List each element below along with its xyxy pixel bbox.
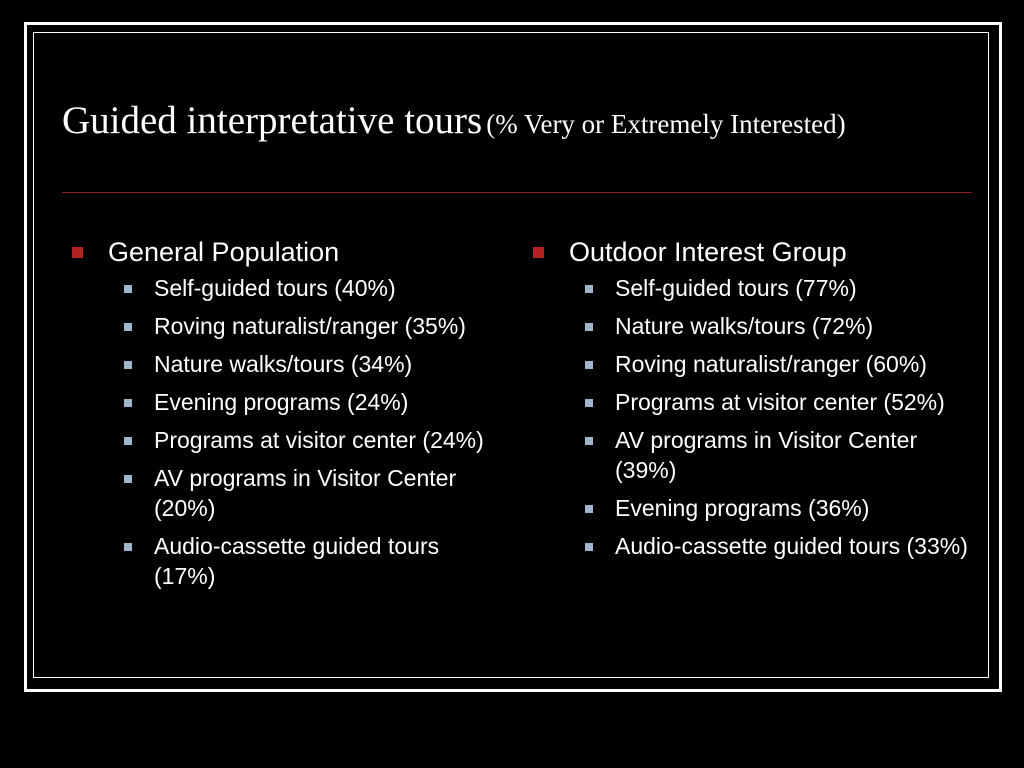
list-item [122, 463, 492, 523]
slide-title-subtitle: (% Very or Extremely Interested) [486, 109, 846, 139]
column-heading-label: Outdoor Interest Group [569, 237, 847, 267]
square-bullet-icon [72, 247, 83, 258]
list-item-label: Self-guided tours (40%) [154, 275, 396, 301]
outdoor-interest-group-list [533, 273, 983, 561]
square-bullet-icon [585, 285, 593, 293]
square-bullet-icon [585, 505, 593, 513]
square-bullet-icon [124, 437, 132, 445]
list-item-label: Audio-cassette guided tours (33%) [615, 533, 968, 559]
list-item [583, 273, 983, 303]
list-item [583, 493, 983, 523]
square-bullet-icon [585, 323, 593, 331]
square-bullet-icon [124, 361, 132, 369]
square-bullet-icon [124, 543, 132, 551]
general-population-heading [72, 234, 492, 270]
title-divider [62, 192, 972, 193]
list-item-label: Nature walks/tours (34%) [154, 351, 413, 377]
list-item [583, 531, 983, 561]
list-item [122, 349, 492, 379]
list-item-label: Programs at visitor center (52%) [615, 389, 945, 415]
list-item-label: Audio-cassette guided tours (17%) [154, 533, 440, 589]
list-item [583, 387, 983, 417]
square-bullet-icon [124, 399, 132, 407]
list-item-label: Roving naturalist/ranger (35%) [154, 313, 466, 339]
list-item-label: AV programs in Visitor Center (39%) [615, 427, 918, 483]
list-item [122, 425, 492, 455]
list-item [583, 349, 983, 379]
square-bullet-icon [585, 543, 593, 551]
list-item-label: Self-guided tours (77%) [615, 275, 857, 301]
list-item-label: Roving naturalist/ranger (60%) [615, 351, 927, 377]
list-item-label: AV programs in Visitor Center (20%) [154, 465, 457, 521]
square-bullet-icon [585, 437, 593, 445]
square-bullet-icon [585, 399, 593, 407]
list-item [583, 425, 983, 485]
list-item-label: Evening programs (24%) [154, 389, 409, 415]
list-item [122, 311, 492, 341]
square-bullet-icon [585, 361, 593, 369]
slide-title-main: Guided interpretative tours [62, 99, 483, 142]
list-item [122, 531, 492, 591]
list-item [122, 273, 492, 303]
general-population-list [72, 273, 492, 591]
list-item [122, 387, 492, 417]
list-item-label: Evening programs (36%) [615, 495, 870, 521]
list-item-label: Programs at visitor center (24%) [154, 427, 484, 453]
square-bullet-icon [124, 285, 132, 293]
general-population-column [72, 234, 492, 599]
square-bullet-icon [124, 475, 132, 483]
slide-title [62, 99, 942, 146]
list-item-label: Nature walks/tours (72%) [615, 313, 874, 339]
square-bullet-icon [124, 323, 132, 331]
column-heading-label: General Population [108, 237, 340, 267]
square-bullet-icon [533, 247, 544, 258]
outdoor-interest-group-heading [533, 234, 983, 270]
outdoor-interest-group-column [533, 234, 983, 569]
list-item [583, 311, 983, 341]
